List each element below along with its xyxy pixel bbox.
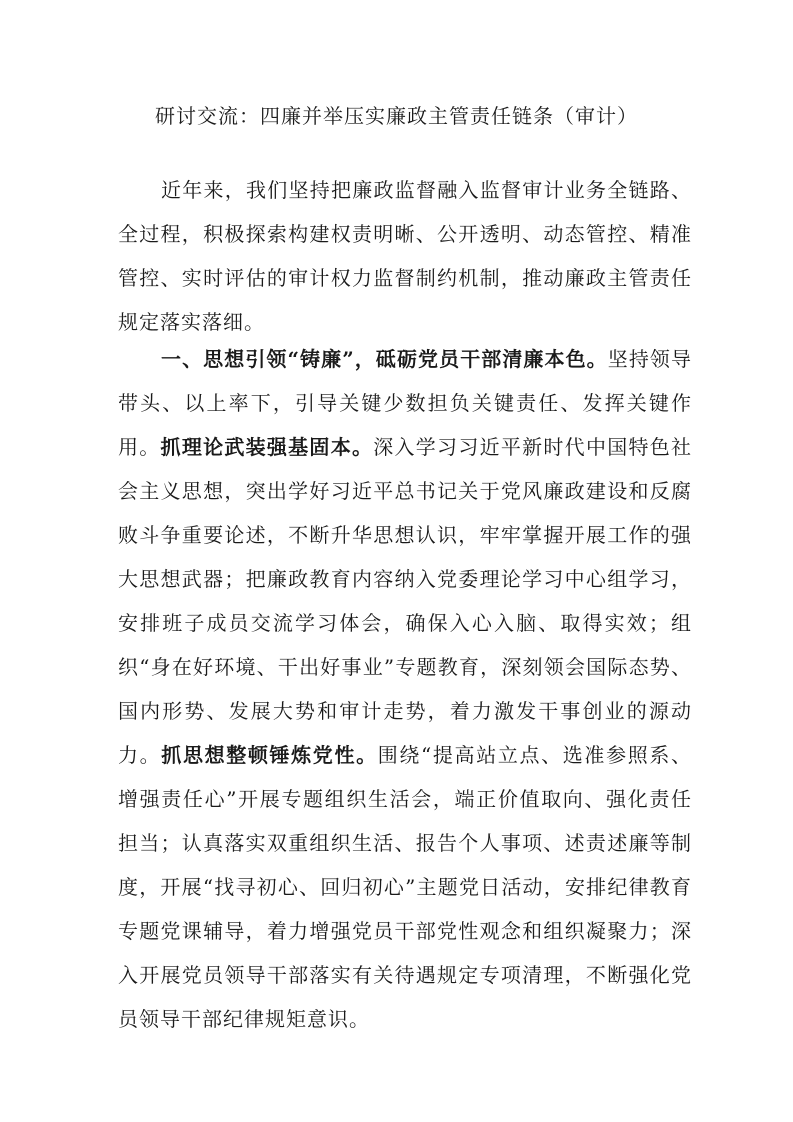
subsection-2-text: 围绕“提高站立点、选准参照系、增强责任心”开展专题组织生活会，端正价值取向、强化责任担当；认真落实双重组织生活、报告个人事项、述责述廉等制度，开展“找寻初心、回归初心”主题党日活动，安排纪律教育专题党课辅导，着力增强党员干部党性观念和组织凝聚力；深入开展党员领导干部落实有关待遇规定专项清理，不断强化党员领导干部纪律规矩意识。: [118, 743, 693, 1031]
section-1-heading: 一、思想引领“铸廉”，砥砺党员干部清廉本色。: [161, 347, 608, 371]
section-1-lead: 坚持领导带头、以上率下，引导关键少数担负关键责任、发挥关键作用。: [118, 347, 693, 459]
intro-paragraph: 近年来，我们坚持把廉政监督融入监督审计业务全链路、全过程，积极探索构建权责明晰、公开透明、动态管控、精准管控、实时评估的审计权力监督制约机制，推动廉政主管责任规定落实落细。: [118, 178, 692, 334]
subsection-1-text: 深入学习习近平新时代中国特色社会主义思想，突出学好习近平总书记关于党风廉政建设和反腐败斗争重要论述，不断升华思想认识，牢牢掌握开展工作的强大思想武器；把廉政教育内容纳入党委理论学习中心组学习，安排班子成员交流学习体会，确保入心入脑、取得实效；组织“身在好环境、干出好事业”专题教育，深刻领会国际态势、国内形势、发展大势和审计走势，着力激发干事创业的源动力。: [118, 435, 693, 767]
document-title: 研讨交流：四廉并举压实廉政主管责任链条（审计）: [155, 104, 638, 128]
subsection-2-heading: 抓思想整顿锤炼党性。: [161, 743, 378, 767]
section-1-paragraph: [118, 337, 692, 1041]
subsection-1-heading: 抓理论武装强基固本。: [160, 435, 374, 459]
